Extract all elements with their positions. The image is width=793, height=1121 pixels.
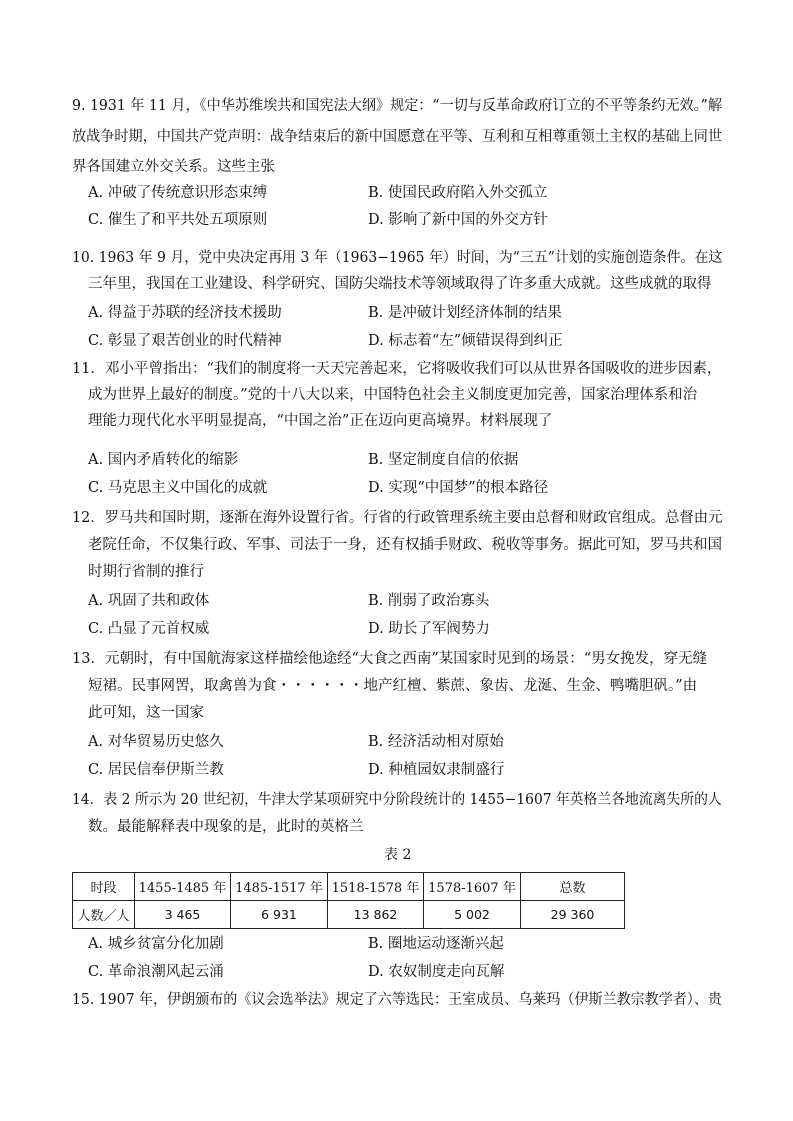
q11-line-2: 成为世界上最好的制度。”党的十八大以来，中国特色社会主义制度更加完善，国家治理体系和治 (88, 387, 698, 403)
q10-option-b: B. 是冲破计划经济体制的结果 (368, 305, 562, 321)
q13-line-3: 此可知，这一国家 (88, 705, 204, 721)
q12-line-1: 12．罗马共和国时期，逐渐在海外设置行省。行省的行政管理系统主要由总督和财政官组成。总督由元 (72, 510, 723, 526)
q9-option-d: D. 影响了新中国的外交方针 (368, 212, 548, 228)
q10-line-1: 10. 1963 年 9 月，党中央决定再用 3 年（1963−1965 年）时间，为“三五”计划的实施创造条件。在这 (72, 250, 723, 266)
table-header-cell: 1578-1607 年 (424, 873, 521, 901)
q11-line-1: 11．邓小平曾指出：“我们的制度将一天天完善起来，它将吸收我们可以从世界各国吸收的进步因素， (72, 361, 722, 377)
q15-line-1: 15. 1907 年，伊朗颁布的《议会选举法》规定了六等选民：王室成员、乌莱玛（伊斯兰教宗教学者）、贵 (72, 992, 722, 1008)
q9-line-1: 9. 1931 年 11 月，《中华苏维埃共和国宪法大纲》规定：“一切与反革命政府订立的不平等条约无效。”解 (72, 98, 722, 114)
q13-option-c: C. 居民信奉伊斯兰教 (88, 762, 224, 778)
displacement-table (72, 872, 625, 929)
table-data-row (73, 901, 625, 929)
table-header-cell: 1518-1578 年 (328, 873, 424, 901)
q14-option-a: A. 城乡贫富分化加剧 (88, 936, 224, 952)
q14-option-c: C. 革命浪潮风起云涌 (88, 964, 224, 980)
q14-option-b: B. 圈地运动逐渐兴起 (368, 936, 504, 952)
q13-option-d: D. 种植园奴隶制盛行 (368, 762, 505, 778)
q10-option-a: A. 得益于苏联的经济技术援助 (88, 305, 282, 321)
q11-option-b: B. 坚定制度自信的依据 (368, 452, 519, 468)
q13-option-b: B. 经济活动相对原始 (368, 734, 504, 750)
q11-option-c: C. 马克思主义中国化的成就 (88, 480, 268, 496)
q9-option-a: A. 冲破了传统意识形态束缚 (88, 185, 268, 201)
table-header-cell: 时段 (73, 873, 135, 901)
q9-option-c: C. 催生了和平共处五项原则 (88, 212, 268, 228)
q14-line-1: 14．表 2 所示为 20 世纪初，牛津大学某项研究中分阶段统计的 1455−1607 年英格兰各地流离失所的人 (72, 792, 722, 808)
table-cell: 5 002 (424, 901, 521, 929)
table-header-row (73, 873, 625, 901)
q11-line-3: 理能力现代化水平明显提高，“中国之治”正在迈向更高境界。材料展现了 (88, 413, 553, 429)
q9-option-b: B. 使国民政府陷入外交孤立 (368, 185, 548, 201)
q9-line-2: 放战争时期，中国共产党声明：战争结束后的新中国愿意在平等、互利和互相尊重领土主权的基础上同世 (72, 129, 722, 145)
q14-option-d: D. 农奴制度走向瓦解 (368, 964, 505, 980)
q10-line-2: 三年里，我国在工业建设、科学研究、国防尖端技术等领域取得了许多重大成就。这些成就的取得 (88, 276, 712, 292)
q10-option-c: C. 彰显了艰苦创业的时代精神 (88, 333, 282, 349)
table-header-cell: 1455-1485 年 (135, 873, 231, 901)
q12-line-3: 时期行省制的推行 (88, 564, 204, 580)
table-cell: 6 931 (231, 901, 328, 929)
table-row-label: 人数／人 (73, 901, 135, 929)
q13-line-1: 13．元朝时，有中国航海家这样描绘他途经“大食之西南”某国家时见到的场景：“男女挽发，穿无缝 (72, 651, 708, 667)
table-cell: 13 862 (328, 901, 424, 929)
table-cell: 29 360 (521, 901, 625, 929)
table-caption: 表 2 (384, 847, 412, 863)
q11-option-a: A. 国内矛盾转化的缩影 (88, 452, 239, 468)
q11-option-d: D. 实现“中国梦”的根本路径 (368, 480, 549, 496)
q13-option-a: A. 对华贸易历史悠久 (88, 734, 224, 750)
q12-option-b: B. 削弱了政治寡头 (368, 593, 490, 609)
q9-line-3: 界各国建立外交关系。这些主张 (72, 159, 275, 175)
q12-option-d: D. 助长了军阀势力 (368, 621, 490, 637)
q12-line-2: 老院任命，不仅集行政、军事、司法于一身，还有权插手财政、税收等事务。据此可知，罗马共和国 (88, 537, 722, 553)
table-header-cell: 1485-1517 年 (231, 873, 328, 901)
table-header-cell: 总数 (521, 873, 625, 901)
table-cell: 3 465 (135, 901, 231, 929)
q10-option-d: D. 标志着“左”倾错误得到纠正 (368, 333, 563, 349)
q13-line-2: 短裙。民事网罟，取禽兽为食・・・・・・地产红檀、紫蔗、象齿、龙涎、生金、鸭嘴胆矾。”由 (88, 678, 698, 694)
q14-line-2: 数。最能解释表中现象的是，此时的英格兰 (88, 819, 364, 835)
q12-option-a: A. 巩固了共和政体 (88, 593, 210, 609)
q12-option-c: C. 凸显了元首权威 (88, 621, 210, 637)
